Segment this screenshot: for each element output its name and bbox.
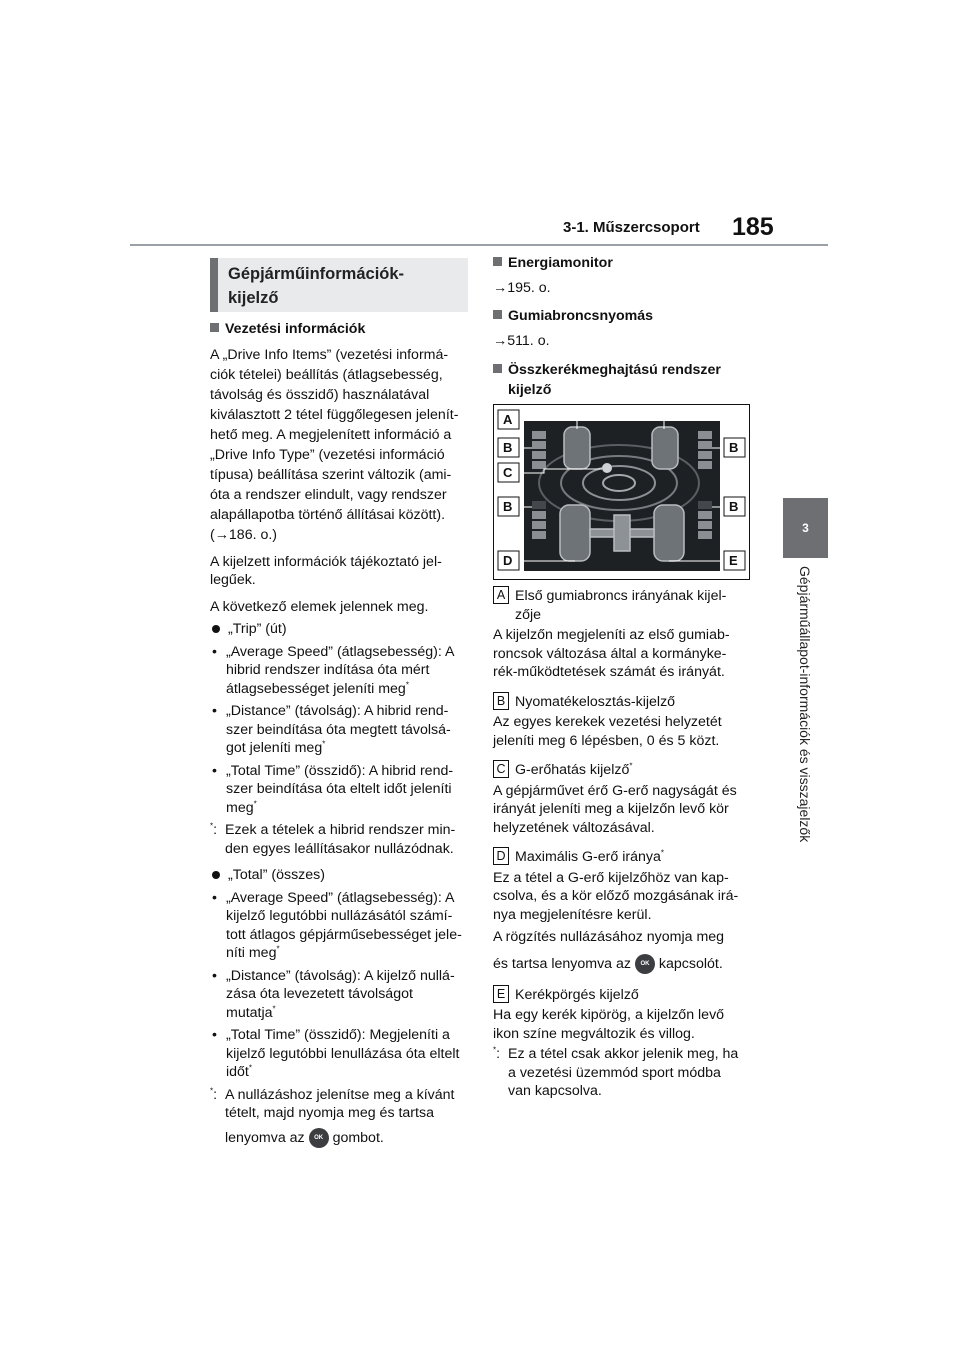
square-bullet-icon [493, 364, 502, 373]
legend-d: D Maximális G-erő iránya* [493, 847, 755, 867]
trip-footnote: *: Ezek a tételek a hibrid rendszer min- den egyes leállításakor nullázódnak. [210, 821, 456, 857]
square-bullet-icon [493, 310, 502, 319]
total-footnote: *: A nullázáshoz jelenítse meg a kívánt tételt, majd nyomja meg és tartsa lenyomva az OK gombot. [210, 1086, 472, 1153]
section-heading-line1: Gépjárműinformációk- [228, 265, 405, 283]
tire-reference[interactable]: →511. o. [493, 332, 550, 349]
drive-info-heading: Vezetési információk [225, 321, 366, 337]
right-column [493, 254, 755, 408]
left-column [210, 320, 472, 1161]
legend-c-text: A gépjárművet érő G-erő nagyságát és irányát jeleníti meg a kijelzőn levő kör helyzetének változásával. [493, 782, 737, 836]
right-footnote: *: Ez a tétel csak akkor jelenik meg, ha a vezetési üzemmód sport módba van kapcsolva. [493, 1045, 739, 1099]
legend-c: C G-erőhatás kijelző* [493, 760, 755, 780]
legend-e-text: Ha egy kerék kipörög, a kijelzőn levő ikon színe megváltozik és villog. [493, 1007, 725, 1042]
chapter-title-vertical [783, 566, 828, 866]
label-c: C [503, 465, 513, 480]
legend-a-text: A kijelzőn megjeleníti az első gumiab- roncsok változása által a kormányke- rék-működtetések számát és irányát. [493, 627, 730, 680]
section-title: 3-1. Műszercsoport [563, 219, 700, 236]
drive-info-paragraph: A „Drive Info Items” (vezetési informá- ciók tételei) beállítás (átlagsebesség, távolság és összidő) használatával kiválasztott 2 tétel függőlegesen jelenít- hető meg. A megjelenített információ a „Drive Info Type” (vezetési információ típusa) beállítása szerint változik (ami- óta a rendszer elindult, vagy rendszer alapállapotba történő állításai között). (→186. o.) [210, 346, 459, 543]
info-note: A kijelzett információk tájékoztató jel- legűek. [210, 553, 442, 588]
total-heading: „Total” (összes) [210, 866, 472, 885]
page-reference-link[interactable]: (→186. o.) [210, 526, 278, 543]
section-heading-box [210, 258, 468, 312]
list-item: • „Average Speed” (átlagsebesség): A kijelző legutóbbi nullázásától számí- tott átlagos gépjárműsebességet jele- níti meg* [210, 889, 472, 963]
list-item: • „Distance” (távolság): A hibrid rend- szer beindítása óta megtett távolsá- got jeleníti meg* [210, 702, 472, 758]
awd-display-diagram [493, 404, 750, 580]
square-bullet-icon [493, 257, 502, 266]
chapter-tab: 3 [783, 498, 828, 558]
label-b-right-top: B [729, 440, 739, 455]
section-heading-line2: kijelző [228, 289, 279, 307]
legend-e: E Kerékpörgés kijelző [493, 985, 755, 1005]
list-item: • „Total Time” (összidő): A hibrid rend- szer beindítása óta eltelt időt jeleníti meg* [210, 762, 472, 818]
square-bullet-icon [210, 323, 219, 332]
label-d: D [503, 553, 513, 568]
list-item: • „Total Time” (összidő): Megjeleníti a kijelző legutóbbi lenullázása óta eltelt időt* [210, 1026, 472, 1082]
items-intro: A következő elemek jelennek meg. [210, 598, 429, 615]
chapter-title: Gépjárműállapot-információk és visszajelzők [797, 566, 813, 843]
energy-reference[interactable]: →195. o. [493, 279, 551, 296]
legend-b-text: Az egyes kerekek vezetési helyzetét jeleníti meg 6 lépésben, 0 és 5 közt. [493, 714, 722, 749]
list-item: • „Distance” (távolság): A kijelző nullá- zása óta levezetett távolságot mutatja* [210, 967, 472, 1023]
legend-descriptions [493, 586, 755, 1109]
tire-heading: Gumiabroncsnyomás [508, 308, 654, 324]
legend-a: A Első gumiabroncs irányának kijel- zője [493, 586, 755, 624]
legend-d-text: Ez a tétel a G-erő kijelzőhöz van kap- csolva, és a kör előző mozgásának irá- nya megjelenítésre kerül. A rögzítés nullázásához nyomja meg és tartsa lenyomva az OK kapcsolót. [493, 869, 755, 981]
legend-b: B Nyomatékelosztás-kijelző [493, 692, 755, 712]
label-a: A [503, 412, 513, 427]
awd-display-illustration [494, 405, 749, 579]
awd-heading: Összkerékmeghajtású rendszer kijelző [508, 362, 721, 398]
header-rule [130, 244, 828, 246]
page-number: 185 [732, 213, 774, 241]
list-item: • „Average Speed” (átlagsebesség): A hibrid rendszer indítása óta mért átlagsebességet jeleníti meg* [210, 643, 472, 699]
ok-button-icon: OK [309, 1128, 329, 1148]
label-b-left-bottom: B [503, 499, 513, 514]
ok-button-icon: OK [635, 954, 655, 974]
label-b-right-bottom: B [729, 499, 739, 514]
energy-heading: Energiamonitor [508, 255, 613, 271]
trip-heading: „Trip” (út) [210, 620, 472, 639]
label-e: E [729, 553, 738, 568]
label-b-left-top: B [503, 440, 513, 455]
